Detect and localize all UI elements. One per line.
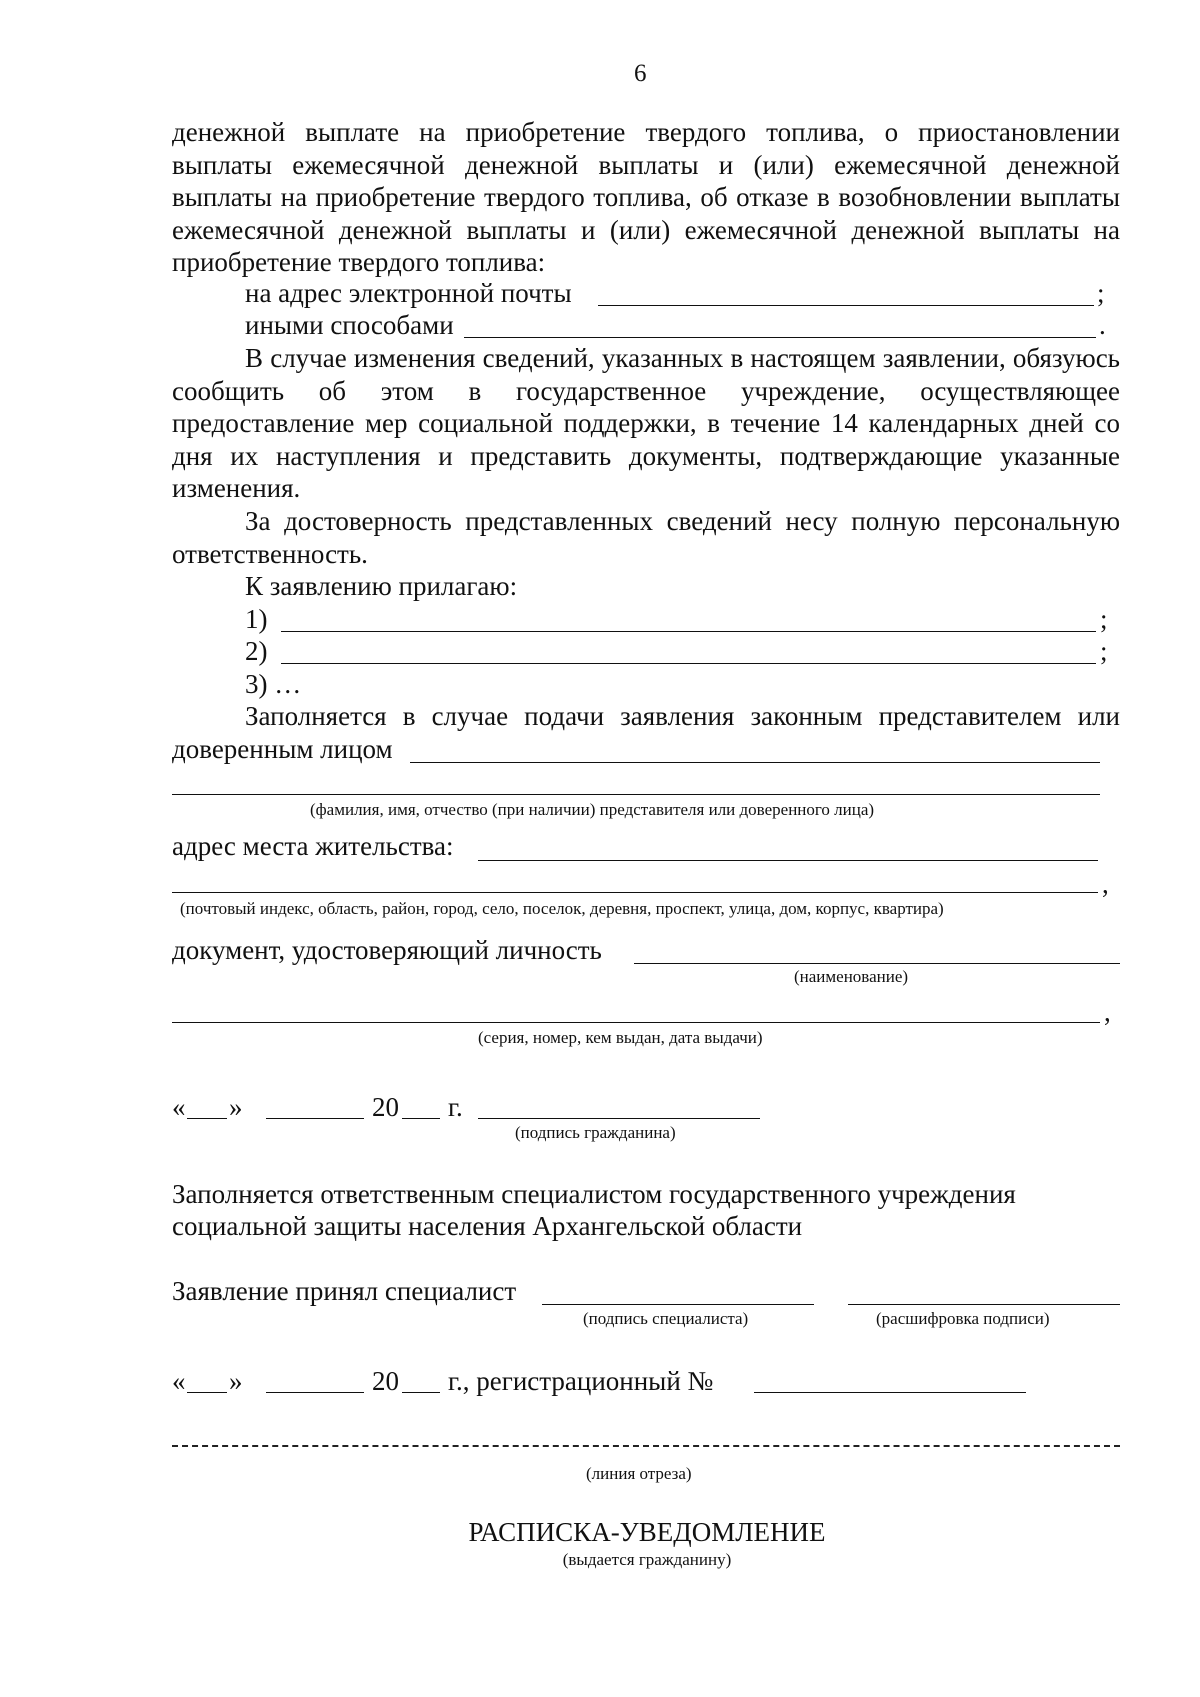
responsibility-text: За достоверность представленных сведений несу полную персональную ответственность. — [172, 506, 1120, 569]
id-doc-end: , — [1104, 997, 1111, 1027]
attachment-1-label: 1) — [245, 604, 268, 634]
email-end: ; — [1097, 278, 1105, 308]
intro-text: денежной выплате на приобретение твердого топлива, о приостановлении выплаты ежемесячной денежной выплаты и (или) ежемесячной денежной выплаты на приобретение твердого топлива, об отказе в возобновлении выплаты ежемесячной денежной выплаты и (или) ежемесячной денежной выплаты на приобретение твердого топлива: — [172, 117, 1120, 277]
reg-quote-close: » — [229, 1366, 243, 1396]
cut-line — [172, 1445, 1120, 1447]
address-end: , — [1102, 869, 1109, 899]
representative-field-1[interactable] — [410, 762, 1100, 763]
id-details-field[interactable] — [172, 1022, 1100, 1023]
citizen-month-field[interactable] — [266, 1118, 364, 1119]
attachment-2-end: ; — [1100, 636, 1108, 666]
id-doc-label: документ, удостоверяющий личность — [172, 935, 602, 965]
specialist-signature-field[interactable] — [542, 1304, 814, 1305]
citizen-year-prefix: 20 — [372, 1092, 399, 1122]
page-number: 6 — [634, 60, 647, 87]
receipt-title: РАСПИСКА-УВЕДОМЛЕНИЕ — [468, 1517, 826, 1547]
specialist-heading-line2: социальной защиты населения Архангельской области — [172, 1211, 803, 1241]
citizen-quote-close: » — [229, 1092, 243, 1122]
attachment-2-label: 2) — [245, 636, 268, 666]
specialist-decode-field[interactable] — [848, 1304, 1120, 1305]
representative-intro-block — [172, 700, 1120, 733]
email-label: на адрес электронной почты — [245, 278, 572, 308]
specialist-heading-line1: Заполняется ответственным специалистом государственного учреждения — [172, 1179, 1016, 1209]
cut-line-caption: (линия отреза) — [586, 1464, 692, 1483]
reg-day-field[interactable] — [187, 1392, 227, 1393]
other-methods-end: . — [1099, 310, 1106, 340]
attachment-1-field[interactable] — [281, 631, 1096, 632]
id-doc-caption: (наименование) — [794, 967, 909, 986]
reg-number-label: г., регистрационный № — [448, 1366, 714, 1396]
citizen-signature-field[interactable] — [478, 1118, 760, 1119]
attachment-2-field[interactable] — [281, 663, 1096, 664]
other-methods-label: иными способами — [245, 310, 454, 340]
intro-paragraph — [172, 116, 1120, 279]
id-doc-field[interactable] — [634, 963, 1120, 964]
address-caption: (почтовый индекс, область, район, город, село, поселок, деревня, проспект, улица, дом, корпус, квартира) — [180, 899, 944, 918]
reg-quote-open: « — [172, 1366, 186, 1396]
representative-field-2[interactable] — [172, 794, 1100, 795]
representative-intro: Заполняется в случае подачи заявления законным представителем или — [245, 701, 1120, 731]
address-field-2[interactable] — [172, 892, 1098, 893]
citizen-year-suffix: г. — [448, 1092, 463, 1122]
accepted-label: Заявление принял специалист — [172, 1276, 517, 1306]
reg-number-field[interactable] — [754, 1392, 1026, 1393]
attachment-3-label: 3) … — [245, 669, 302, 699]
receipt-subtitle: (выдается гражданину) — [562, 1550, 732, 1569]
attachment-1-end: ; — [1100, 604, 1108, 634]
address-label: адрес места жительства: — [172, 831, 454, 861]
reg-year-prefix: 20 — [372, 1366, 399, 1396]
obligation-text: В случае изменения сведений, указанных в настоящем заявлении, обязуюсь сообщить об этом в государственное учреждение, осуществляющее предоставление мер социальной поддержки, в течение 14 календарных дней со дня их наступления и представить документы, подтверждающие указанные изменения. — [172, 343, 1120, 503]
other-methods-field[interactable] — [464, 337, 1096, 338]
id-details-caption: (серия, номер, кем выдан, дата выдачи) — [478, 1028, 763, 1047]
specialist-decode-caption: (расшифровка подписи) — [876, 1309, 1050, 1328]
citizen-year-field[interactable] — [402, 1118, 440, 1119]
reg-month-field[interactable] — [266, 1392, 364, 1393]
attachments-heading: К заявлению прилагаю: — [245, 571, 518, 601]
representative-name-caption: (фамилия, имя, отчество (при наличии) представителя или доверенного лица) — [310, 800, 875, 819]
representative-label: доверенным лицом — [172, 734, 393, 764]
address-field-1[interactable] — [478, 860, 1098, 861]
citizen-signature-caption: (подпись гражданина) — [515, 1123, 676, 1142]
email-field[interactable] — [598, 305, 1094, 306]
specialist-signature-caption: (подпись специалиста) — [583, 1309, 749, 1328]
obligation-paragraph — [172, 342, 1120, 505]
citizen-quote-open: « — [172, 1092, 186, 1122]
reg-year-field[interactable] — [402, 1392, 440, 1393]
responsibility-paragraph — [172, 505, 1120, 570]
citizen-day-field[interactable] — [187, 1118, 227, 1119]
